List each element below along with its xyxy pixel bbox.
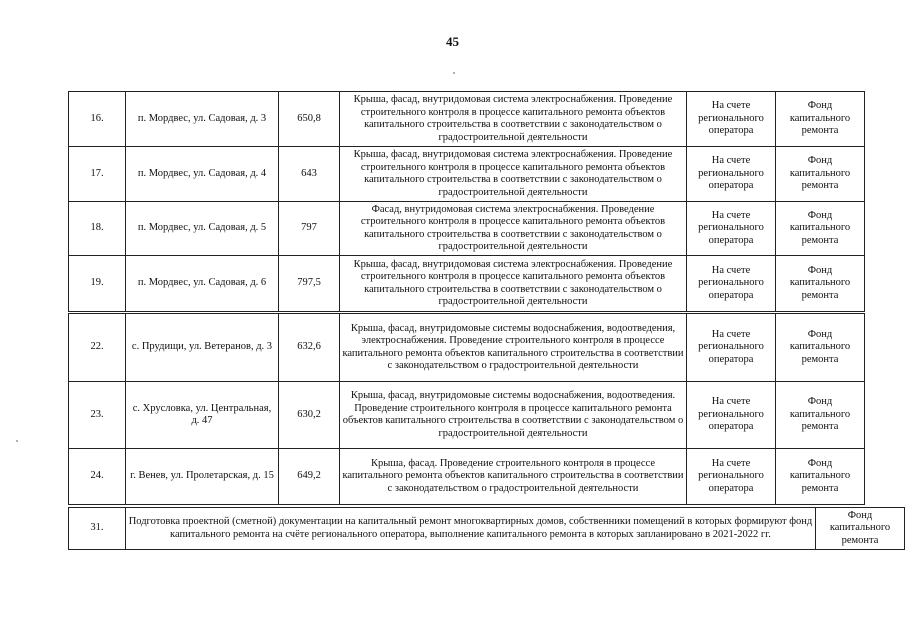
works-cell: Крыша, фасад, внутридомовая система электроснабжения. Проведение строительного контроля в процессе капитального ремонта объектов капитального строительства в соответствии с законодательством о градостроительной деятельности: [340, 256, 687, 312]
account-cell: На счете регионального оператора: [687, 202, 776, 256]
table-row: [69, 147, 865, 202]
fund-cell: Фонд капитального ремонта: [776, 449, 865, 505]
row-number: 19.: [69, 256, 126, 312]
address-cell: п. Мордвес, ул. Садовая, д. 4: [126, 147, 279, 202]
works-cell: Крыша, фасад, внутридомовая система электроснабжения. Проведение строительного контроля в процессе капитального ремонта объектов капитального строительства в соответствии с законодательством о градостроительной деятельности: [340, 92, 687, 147]
fund-cell: Фонд капитального ремонта: [776, 256, 865, 312]
table-row: [69, 202, 865, 256]
account-cell: На счете регионального оператора: [687, 314, 776, 382]
works-cell: Крыша, фасад. Проведение строительного контроля в процессе капитального ремонта объектов капитального строительства в соответствии с законодательством о градостроительной деятельности: [340, 449, 687, 505]
account-cell: На счете регионального оператора: [687, 449, 776, 505]
area-cell: 630,2: [279, 382, 340, 449]
row-number: 24.: [69, 449, 126, 505]
address-cell: п. Мордвес, ул. Садовая, д. 5: [126, 202, 279, 256]
table-row: [69, 256, 865, 312]
table-row: [69, 314, 865, 382]
address-cell: п. Мордвес, ул. Садовая, д. 6: [126, 256, 279, 312]
works-cell: Фасад, внутридомовая система электроснабжения. Проведение строительного контроля в процессе капитального ремонта объектов капитального строительства в соответствии с законодательством о градостроительной деятельности: [340, 202, 687, 256]
works-table-part-3: [68, 507, 905, 550]
address-cell: с. Хрусловка, ул. Центральная, д. 47: [126, 382, 279, 449]
fund-cell: Фонд капитального ремонта: [776, 202, 865, 256]
table-row: [69, 92, 865, 147]
row-number: 31.: [69, 508, 126, 550]
account-cell: На счете регионального оператора: [687, 382, 776, 449]
area-cell: 632,6: [279, 314, 340, 382]
area-cell: 649,2: [279, 449, 340, 505]
table-row: [69, 449, 865, 505]
address-cell: п. Мордвес, ул. Садовая, д. 3: [126, 92, 279, 147]
area-cell: 797: [279, 202, 340, 256]
fund-cell: Фонд капитального ремонта: [776, 92, 865, 147]
works-cell: Крыша, фасад, внутридомовые системы водоснабжения, водоотведения, электроснабжения. Проведение строительного контроля в процессе капитального ремонта объектов капитального строительства в соответствии с законодательством о градостроительной деятельности: [340, 314, 687, 382]
row-number: 18.: [69, 202, 126, 256]
table-row: [69, 508, 905, 550]
account-cell: На счете регионального оператора: [687, 147, 776, 202]
address-cell: г. Венев, ул. Пролетарская, д. 15: [126, 449, 279, 505]
area-cell: 643: [279, 147, 340, 202]
address-cell: с. Прудищи, ул. Ветеранов, д. 3: [126, 314, 279, 382]
area-cell: 797,5: [279, 256, 340, 312]
row-number: 16.: [69, 92, 126, 147]
page-number: 45: [446, 34, 459, 49]
row-number: 22.: [69, 314, 126, 382]
works-cell: Крыша, фасад, внутридомовые системы водоснабжения, водоотведения. Проведение строительного контроля в процессе капитального ремонта объектов капитального строительства в соответствии с законодательством о градостроительной деятельности: [340, 382, 687, 449]
works-table-part-2: [68, 313, 865, 505]
table-row: [69, 382, 865, 449]
design-works-cell: Подготовка проектной (сметной) документации на капитальный ремонт многоквартирных домов, собственники помещений в которых формируют фонд капитального ремонта на счёте регионального оператора, выполнение капитального ремонта в которых запланировано в 2021-2022 гг.: [125, 508, 815, 550]
works-table-part-1: [68, 91, 865, 312]
fund-cell: Фонд капитального ремонта: [776, 314, 865, 382]
fund-cell: Фонд капитального ремонта: [816, 508, 905, 550]
area-cell: 650,8: [279, 92, 340, 147]
works-cell: Крыша, фасад, внутридомовая система электроснабжения. Проведение строительного контроля в процессе капитального ремонта объектов капитального строительства в соответствии с законодательством о градостроительной деятельности: [340, 147, 687, 202]
account-cell: На счете регионального оператора: [687, 256, 776, 312]
scan-speck: [453, 72, 455, 74]
account-cell: На счете регионального оператора: [687, 92, 776, 147]
scan-speck: [16, 440, 18, 442]
row-number: 17.: [69, 147, 126, 202]
fund-cell: Фонд капитального ремонта: [776, 147, 865, 202]
row-number: 23.: [69, 382, 126, 449]
fund-cell: Фонд капитального ремонта: [776, 382, 865, 449]
